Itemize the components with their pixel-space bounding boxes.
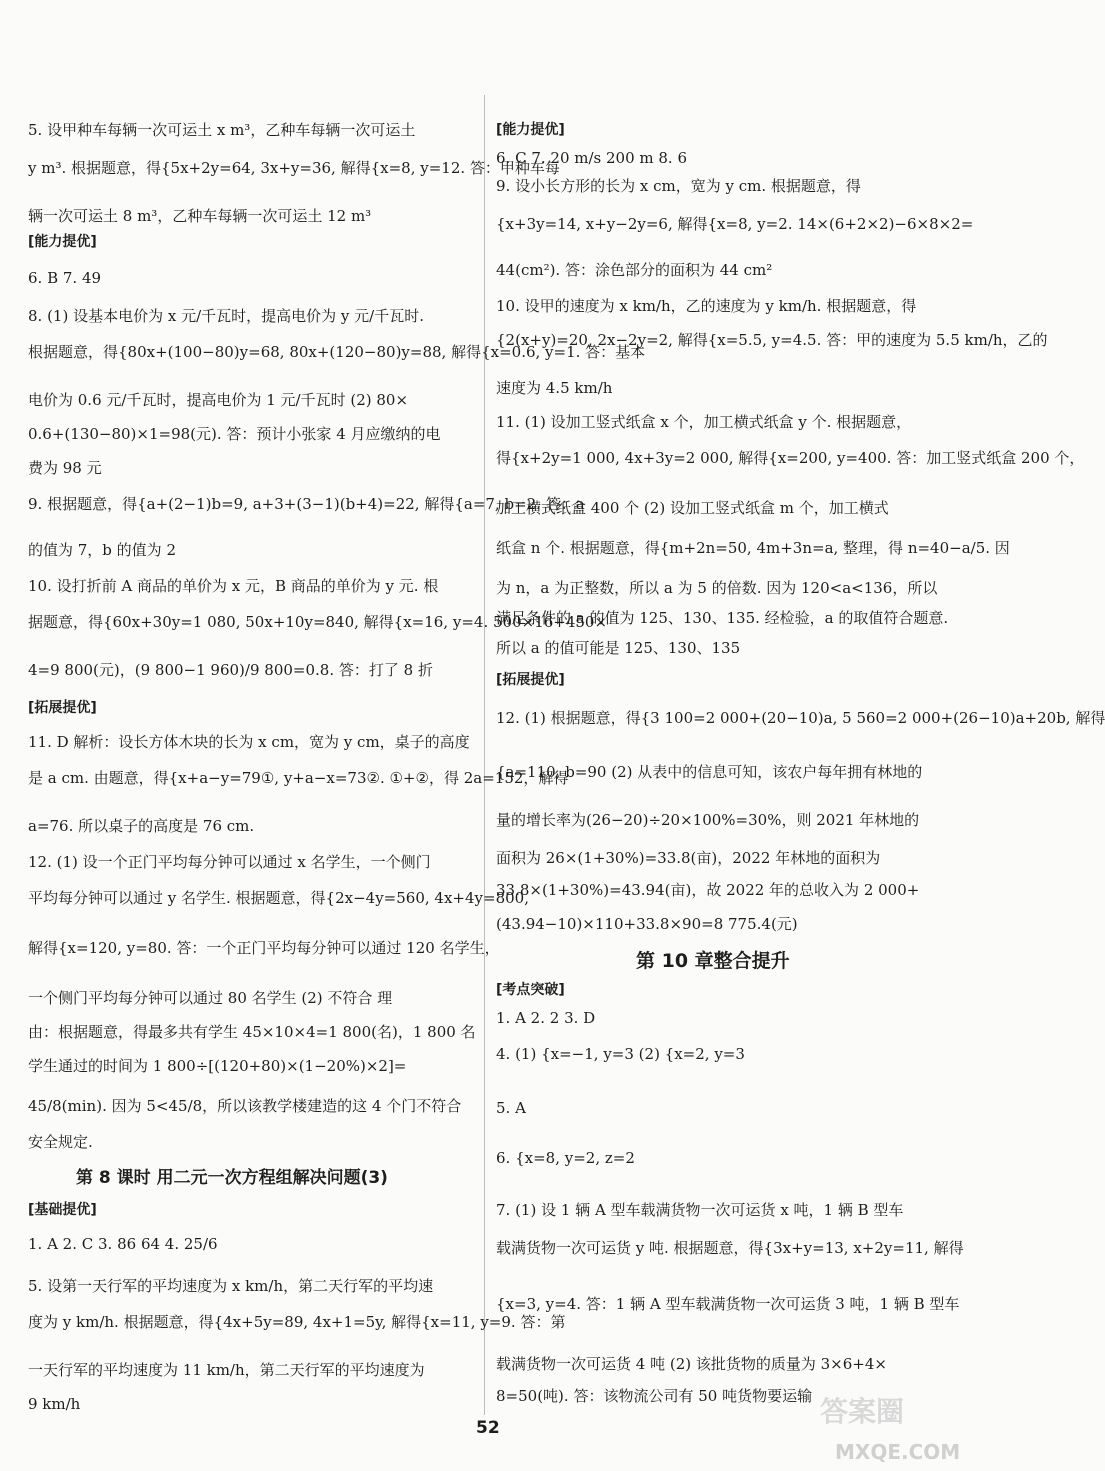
text-line: 10. 设打折前 A 商品的单价为 x 元，B 商品的单价为 y 元. 根 — [28, 577, 439, 595]
text-line: 为 n，a 为正整数，所以 a 为 5 的倍数. 因为 120<a<136，所以 — [496, 579, 938, 597]
text-line: 满足条件的 a 的值为 125、130、135. 经检验，a 的取值符合题意. — [496, 609, 949, 627]
text-line: 6. C 7. 20 m/s 200 m 8. 6 — [496, 149, 688, 167]
text-line: 8. (1) 设基本电价为 x 元/千瓦时，提高电价为 y 元/千瓦时. — [28, 307, 424, 325]
text-line: 44(cm²). 答：涂色部分的面积为 44 cm² — [496, 261, 773, 279]
text-line: 9. 设小长方形的长为 x cm，宽为 y cm. 根据题意，得 — [496, 177, 861, 195]
text-line: 45/8(min). 因为 5<45/8，所以该教学楼建造的这 4 个门不符合 — [28, 1097, 462, 1115]
section-heading: 第 8 课时 用二元一次方程组解决问题(3) — [76, 1168, 388, 1188]
text-line: 4=9 800(元)，(9 800−1 960)/9 800=0.8. 答：打了 8 折 — [28, 661, 433, 679]
text-line: 由：根据题意，得最多共有学生 45×10×4=1 800(名)，1 800 名 — [28, 1023, 476, 1041]
text-line: 5. 设第一天行军的平均速度为 x km/h，第二天行军的平均速 — [28, 1277, 434, 1295]
text-line: {2(x+y)=20, 2x−2y=2, 解得{x=5.5, y=4.5. 答：甲的速度为 5.5 km/h，乙的 — [496, 331, 1048, 349]
text-line: 一天行军的平均速度为 11 km/h，第二天行军的平均速度为 — [28, 1361, 425, 1379]
text-line: 一个侧门平均每分钟可以通过 80 名学生 (2) 不符合 理 — [28, 989, 393, 1007]
text-line: 6. {x=8, y=2, z=2 — [496, 1149, 635, 1167]
text-line: 的值为 7，b 的值为 2 — [28, 541, 176, 559]
text-line: 辆一次可运土 8 m³，乙种车每辆一次可运土 12 m³ — [28, 207, 372, 225]
text-line: 所以 a 的值可能是 125、130、135 — [496, 639, 741, 657]
text-line: 11. (1) 设加工竖式纸盒 x 个，加工横式纸盒 y 个. 根据题意， — [496, 413, 912, 431]
text-line: {x=3, y=4. 答：1 辆 A 型车载满货物一次可运货 3 吨，1 辆 B 型车 — [496, 1295, 960, 1313]
text-line: 8=50(吨). 答：该物流公司有 50 吨货物要运输 — [496, 1387, 813, 1405]
text-line: 度为 y km/h. 根据题意，得{4x+5y=89, 4x+1=5y, 解得{x=11, y=9. 答：第 — [28, 1313, 566, 1331]
text-line: 加工横式纸盒 400 个 (2) 设加工竖式纸盒 m 个，加工横式 — [496, 499, 889, 517]
section-label: [能力提优] — [496, 122, 565, 138]
text-line: 根据题意，得{80x+(100−80)y=68, 80x+(120−80)y=88, 解得{x=0.6, y=1. 答：基本 — [28, 343, 646, 361]
text-line: 速度为 4.5 km/h — [496, 379, 613, 397]
text-line: 是 a cm. 由题意，得{x+a−y=79①, y+a−x=73②. ①+②，得 2a=152，解得 — [28, 769, 569, 787]
text-line: 5. 设甲种车每辆一次可运土 x m³，乙种车每辆一次可运土 — [28, 121, 416, 139]
text-line: (43.94−10)×110+33.8×90=8 775.4(元) — [496, 915, 798, 933]
watermark-url: MXQE.COM — [835, 1440, 961, 1464]
text-line: 6. B 7. 49 — [28, 269, 102, 287]
text-line: 1. A 2. 2 3. D — [496, 1009, 596, 1027]
text-line: 载满货物一次可运货 4 吨 (2) 该批货物的质量为 3×6+4× — [496, 1355, 887, 1373]
text-line: 解得{x=120, y=80. 答：一个正门平均每分钟可以通过 120 名学生， — [28, 939, 500, 957]
text-line: {a=110, b=90 (2) 从表中的信息可知，该农户每年拥有林地的 — [496, 763, 923, 781]
text-line: 4. (1) {x=−1, y=3 (2) {x=2, y=3 — [496, 1045, 745, 1063]
text-line: {x+3y=14, x+y−2y=6, 解得{x=8, y=2. 14×(6+2×2)−6×8×2= — [496, 215, 974, 233]
text-line: 9 km/h — [28, 1395, 81, 1413]
text-line: 1. A 2. C 3. 86 64 4. 25/6 — [28, 1235, 218, 1253]
text-line: 11. D 解析：设长方体木块的长为 x cm，宽为 y cm，桌子的高度 — [28, 733, 470, 751]
text-line: 量的增长率为(26−20)÷20×100%=30%，则 2021 年林地的 — [496, 811, 920, 829]
text-line: 得{x+2y=1 000, 4x+3y=2 000, 解得{x=200, y=400. 答：加工竖式纸盒 200 个， — [496, 449, 1085, 467]
text-line: 12. (1) 设一个正门平均每分钟可以通过 x 名学生，一个侧门 — [28, 853, 431, 871]
section-heading: 第 10 章整合提升 — [636, 950, 790, 972]
text-line: 0.6+(130−80)×1=98(元). 答：预计小张家 4 月应缴纳的电 — [28, 425, 441, 443]
section-label: [考点突破] — [496, 982, 565, 998]
text-line: 学生通过的时间为 1 800÷[(120+80)×(1−20%)×2]= — [28, 1057, 407, 1075]
text-line: 5. A — [496, 1099, 526, 1117]
text-line: 9. 根据题意，得{a+(2−1)b=9, a+3+(3−1)(b+4)=22, 解得{a=7, b=2. 答：a — [28, 495, 585, 513]
text-line: 10. 设甲的速度为 x km/h，乙的速度为 y km/h. 根据题意，得 — [496, 297, 917, 315]
page-number: 52 — [476, 1418, 500, 1438]
text-line: 安全规定. — [28, 1133, 93, 1151]
text-line: 费为 98 元 — [28, 459, 102, 477]
text-line: y m³. 根据题意，得{5x+2y=64, 3x+y=36, 解得{x=8, y=12. 答：甲种车每 — [28, 159, 560, 177]
section-label: [能力提优] — [28, 234, 97, 250]
section-label: [拓展提优] — [496, 672, 565, 688]
section-label: [基础提优] — [28, 1202, 97, 1218]
text-line: 面积为 26×(1+30%)=33.8(亩)，2022 年林地的面积为 — [496, 849, 881, 867]
text-line: 据题意，得{60x+30y=1 080, 50x+10y=840, 解得{x=16, y=4. 500×16+450× — [28, 613, 608, 631]
text-line: 电价为 0.6 元/千瓦时，提高电价为 1 元/千瓦时 (2) 80× — [28, 391, 409, 409]
column-divider — [484, 95, 485, 1415]
text-line: a=76. 所以桌子的高度是 76 cm. — [28, 817, 255, 835]
text-line: 33.8×(1+30%)=43.94(亩)，故 2022 年的总收入为 2 000+ — [496, 881, 920, 899]
text-line: 平均每分钟可以通过 y 名学生. 根据题意，得{2x−4y=560, 4x+4y=800, — [28, 889, 529, 907]
text-line: 7. (1) 设 1 辆 A 型车载满货物一次可运货 x 吨，1 辆 B 型车 — [496, 1201, 904, 1219]
text-line: 12. (1) 根据题意，得{3 100=2 000+(20−10)a, 5 560=2 000+(26−10)a+20b, 解得 — [496, 709, 1105, 727]
text-line: 纸盒 n 个. 根据题意，得{m+2n=50, 4m+3n=a, 整理，得 n=40−a/5. 因 — [496, 539, 1010, 557]
section-label: [拓展提优] — [28, 700, 97, 716]
watermark-logo: 答案圈 — [820, 1395, 905, 1428]
text-line: 载满货物一次可运货 y 吨. 根据题意，得{3x+y=13, x+2y=11, 解得 — [496, 1239, 964, 1257]
